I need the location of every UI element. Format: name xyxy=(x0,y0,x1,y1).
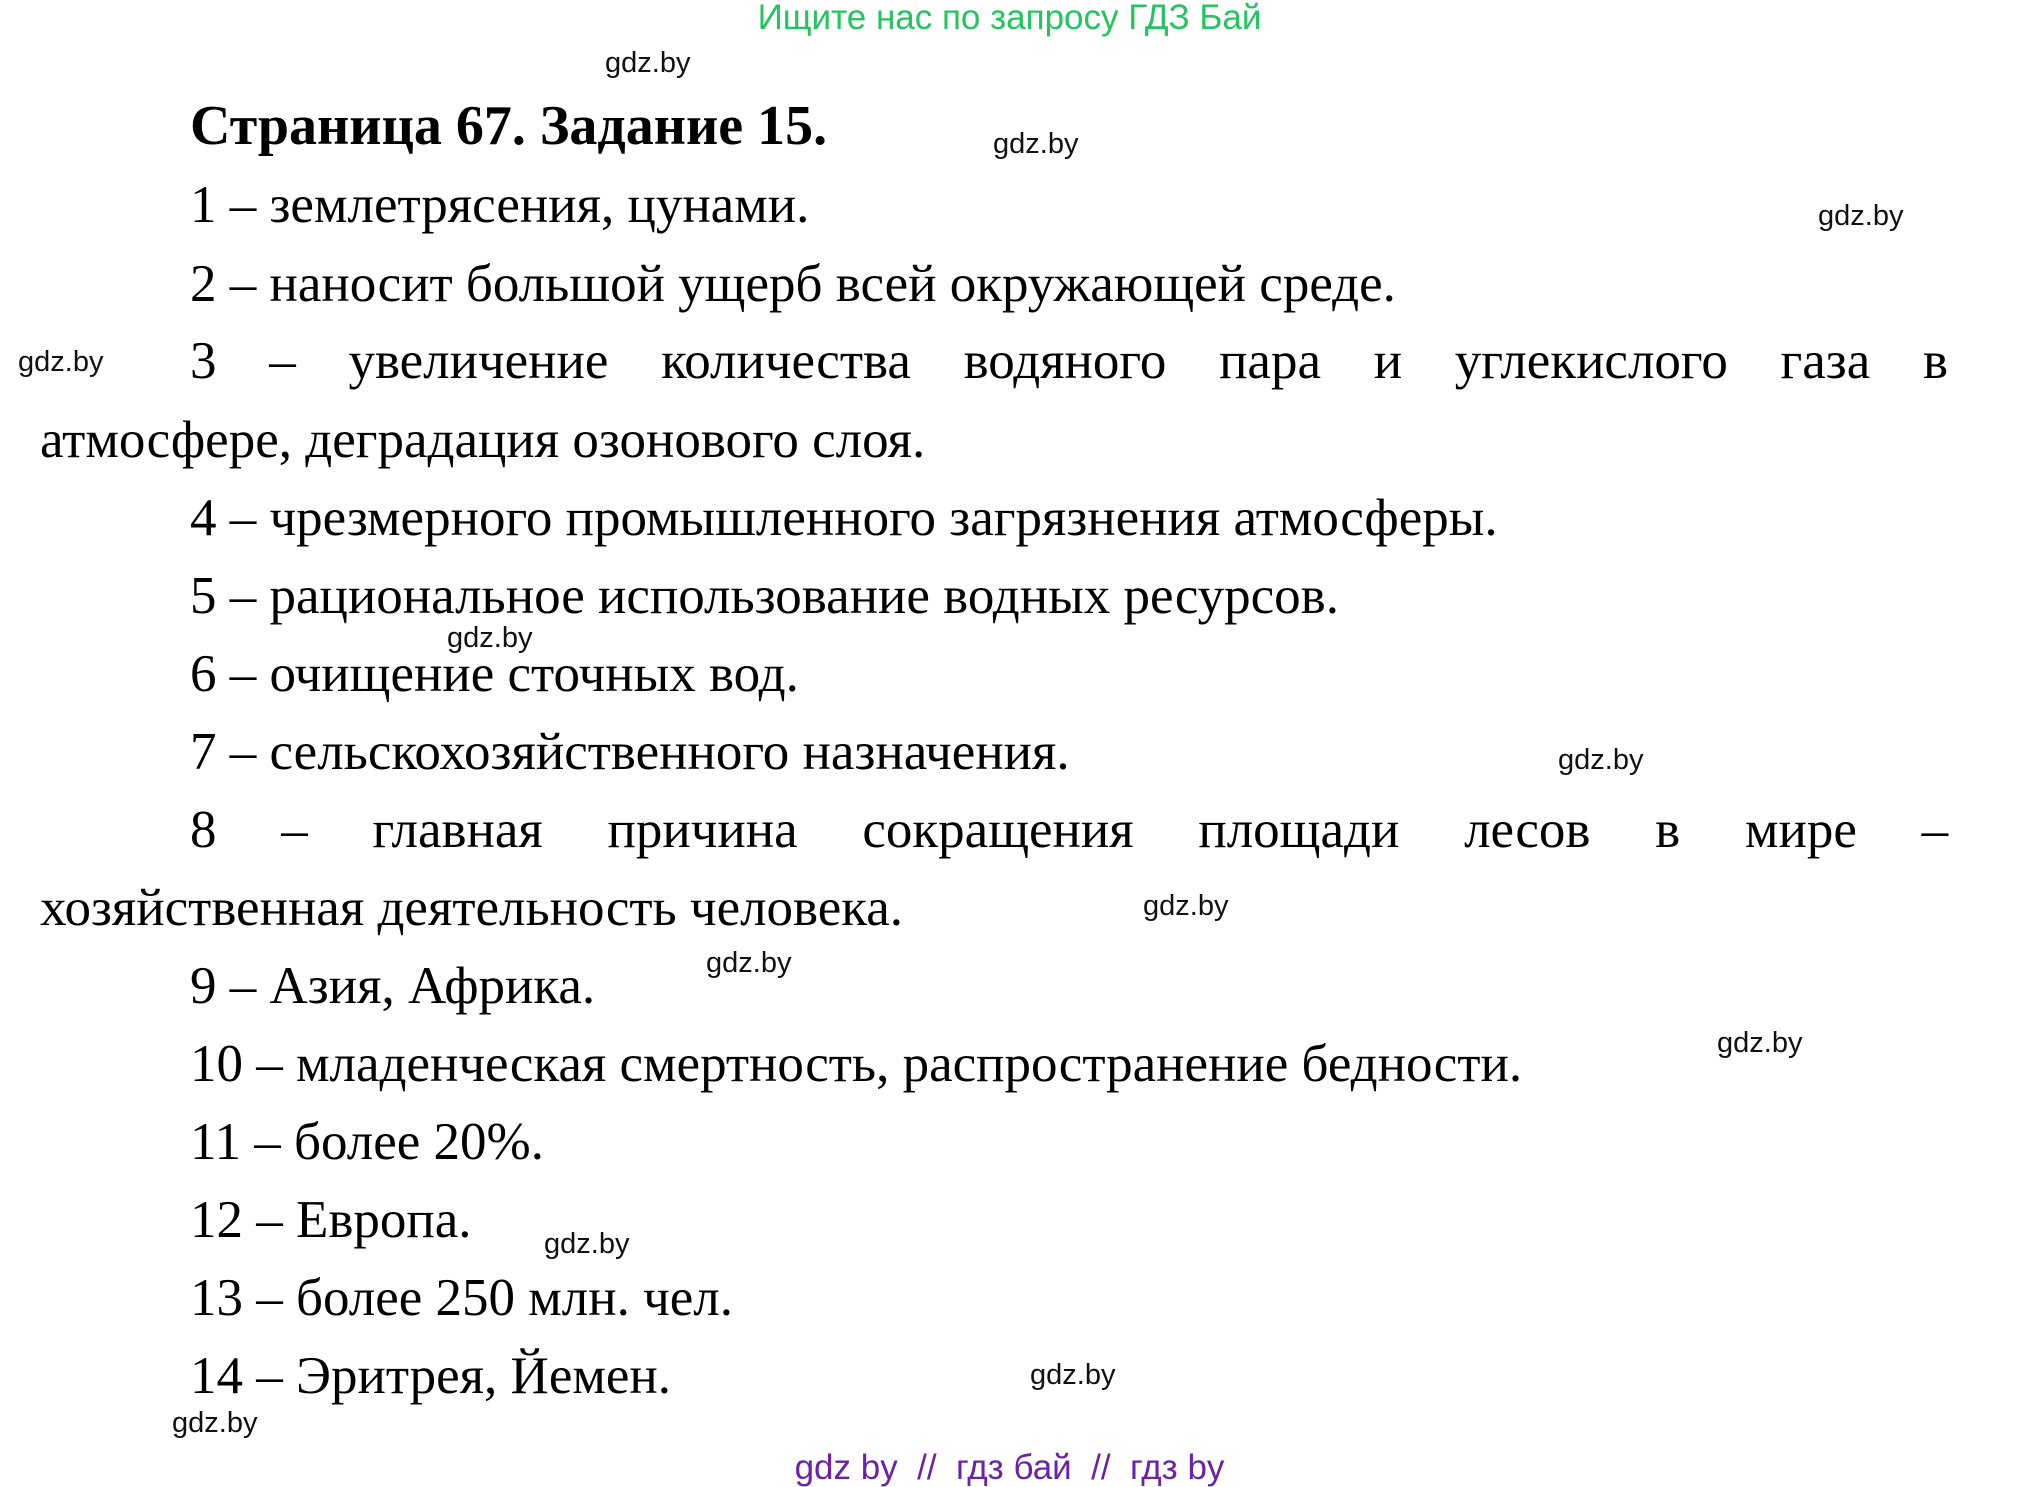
answer-3-word: и xyxy=(1373,332,1403,390)
watermark: gdz.by xyxy=(1558,744,1644,776)
watermark: gdz.by xyxy=(544,1228,630,1260)
answer-8-word: площади xyxy=(1198,801,1400,859)
search-banner[interactable]: Ищите нас по запросу ГДЗ Бай xyxy=(757,0,1262,37)
answer-8-word: в xyxy=(1655,801,1681,859)
answer-14: 14 – Эритрея, Йемен. xyxy=(190,1347,672,1405)
watermark: gdz.by xyxy=(605,47,691,79)
answer-8-word: – xyxy=(1921,801,1949,859)
answer-2: 2 – наносит большой ущерб всей окружающей среде. xyxy=(190,255,1396,313)
answer-8-word: причина xyxy=(607,801,798,859)
answer-13: 13 – более 250 млн. чел. xyxy=(190,1269,733,1327)
answer-6: 6 – очищение сточных вод. xyxy=(190,645,799,703)
watermark: gdz.by xyxy=(993,128,1079,160)
answer-8-word: 8 xyxy=(190,801,217,859)
answer-1: 1 – землетрясения, цунами. xyxy=(190,176,810,234)
answer-8-word: сокращения xyxy=(862,801,1134,859)
answer-3-word: газа xyxy=(1780,332,1871,390)
answer-3-word: – xyxy=(269,332,296,390)
answer-12: 12 – Европа. xyxy=(190,1191,472,1249)
answer-8-word: главная xyxy=(372,801,543,859)
watermark: gdz.by xyxy=(18,346,104,378)
answer-5: 5 – рациональное использование водных ресурсов. xyxy=(190,567,1339,625)
answer-3-word: увеличение xyxy=(348,332,609,390)
answer-3-word: водяного xyxy=(963,332,1167,390)
watermark: gdz.by xyxy=(1818,200,1904,232)
watermark: gdz.by xyxy=(172,1407,258,1439)
answer-8-first-line xyxy=(190,798,1948,862)
answer-3-word: количества xyxy=(661,332,911,390)
answer-8-word: – xyxy=(281,801,308,859)
answer-3-first-line xyxy=(190,329,1948,393)
watermark: gdz.by xyxy=(1030,1359,1116,1391)
answer-8-word: мире xyxy=(1744,801,1857,859)
answer-8-word: лесов xyxy=(1464,801,1591,859)
answer-3-word: в xyxy=(1923,332,1949,390)
page-title: Страница 67. Задание 15. xyxy=(190,95,828,157)
answer-4: 4 – чрезмерного промышленного загрязнения атмосферы. xyxy=(190,489,1498,547)
answer-3-word: пара xyxy=(1219,332,1321,390)
watermark: gdz.by xyxy=(1143,890,1229,922)
watermark: gdz.by xyxy=(706,947,792,979)
answer-10: 10 – младенческая смертность, распространение бедности. xyxy=(190,1035,1523,1093)
answer-8-continuation: хозяйственная деятельность человека. xyxy=(40,879,904,937)
answer-11: 11 – более 20%. xyxy=(190,1113,544,1171)
answer-3-continuation: атмосфере, деградация озонового слоя. xyxy=(40,411,926,469)
watermark: gdz.by xyxy=(1717,1027,1803,1059)
watermark: gdz.by xyxy=(447,622,533,654)
answer-7: 7 – сельскохозяйственного назначения. xyxy=(190,723,1070,781)
answer-3-word: углекислого xyxy=(1454,332,1728,390)
answer-9: 9 – Азия, Африка. xyxy=(190,957,596,1015)
footer-links[interactable]: gdz by // гдз бай // гдз by xyxy=(794,1448,1225,1487)
answer-3-word: 3 xyxy=(190,332,217,390)
